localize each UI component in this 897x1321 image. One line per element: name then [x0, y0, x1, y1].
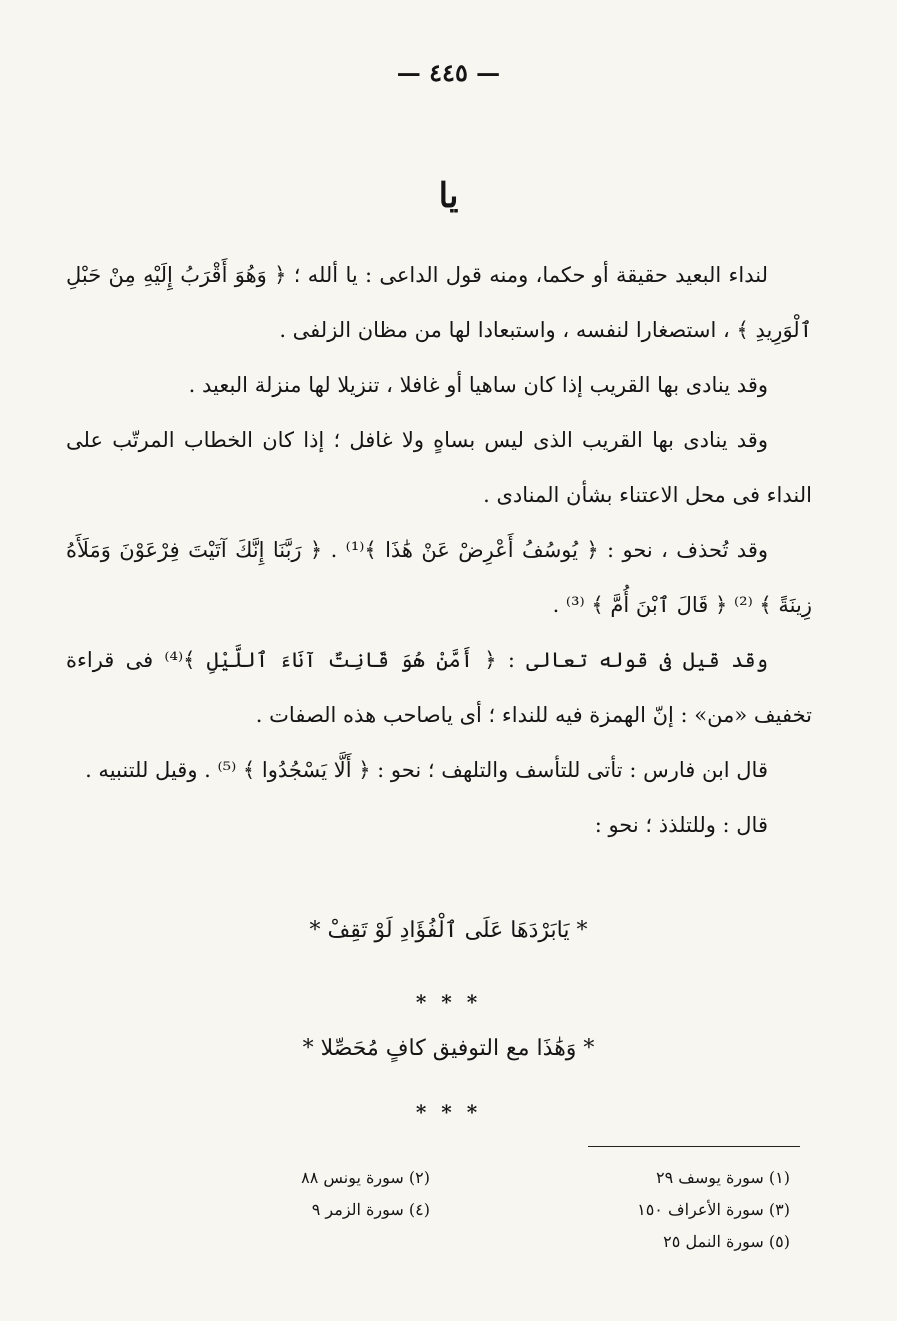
paragraph: قال : وللتلذذ ؛ نحو : [594, 813, 768, 837]
verse-line: * يَابَرْدَهَا عَلَى ٱلْفُؤَادِ لَوْ تَقِفْ * [309, 918, 588, 943]
section-separator: * * * [415, 1100, 482, 1124]
paragraph: وقد ينادى بها القريب الذى ليس بساهٍ ولا غافل ؛ إذا كان الخطاب المرتّب على النداء فى محل الاعتناء بشأن المنادى . [66, 428, 812, 507]
paragraph: وقد قيل فى قوله تعالى : ﴿ أَمَّنْ هُوَ قَانِتٌ آنَاءَ ٱللَّيْلِ ﴾⁽⁴⁾ فى قراءة تخفيف «من» : إنّ الهمزة فيه للنداء ؛ أى ياصاحب هذه الصفات . [66, 648, 812, 727]
paragraph: وقد ينادى بها القريب إذا كان ساهيا أو غافلا ، تنزيلا لها منزلة البعيد . [188, 373, 768, 397]
footnote-divider [588, 1146, 800, 1147]
page-number: — ٤٤٥ — [396, 58, 501, 87]
paragraph: قال ابن فارس : تأتى للتأسف والتلهف ؛ نحو : ﴿ أَلَّا يَسْجُدُوا ﴾ ⁽⁵⁾ . وقيل للتنبيه . [85, 758, 768, 782]
footnote: (٥) سورة النمل ٢٥ [663, 1232, 790, 1251]
paragraph: لنداء البعيد حقيقة أو حكما، ومنه قول الداعى : يا ألله ؛ ﴿ وَهُوَ أَقْرَبُ إِلَيْهِ مِنْ حَبْلِ ٱلْوَرِيدِ ﴾ ، استصغارا لنفسه ، واستبعادا لها من مظان الزلفى . [66, 263, 812, 342]
footnote: (١) سورة يوسف ٢٩ [656, 1168, 790, 1187]
footnotes-column-right [540, 1162, 790, 1258]
entry-heading: يا [438, 176, 459, 216]
footnote: (٢) سورة يونس ٨٨ [301, 1168, 430, 1187]
paragraph: وقد تُحذف ، نحو : ﴿ يُوسُفُ أَعْرِضْ عَنْ هَٰذَا ﴾⁽¹⁾ . ﴿ رَبَّنَا إِنَّكَ آتَيْتَ فِرْعَوْنَ وَمَلَأَهُ زِينَةً ﴾ ⁽²⁾ ﴿ قَالَ ٱبْنَ أُمَّ ﴾ ⁽³⁾ . [66, 538, 812, 617]
footnote: (٣) سورة الأعراف ١٥٠ [637, 1200, 790, 1219]
footnotes-column-left [210, 1162, 430, 1226]
footnote: (٤) سورة الزمر ٩ [311, 1200, 430, 1219]
section-separator: * * * [415, 990, 482, 1014]
entry-body [66, 248, 812, 853]
verse-line: * وَهَٰذَا مع التوفيق كافٍ مُحَصِّلا * [302, 1036, 595, 1061]
